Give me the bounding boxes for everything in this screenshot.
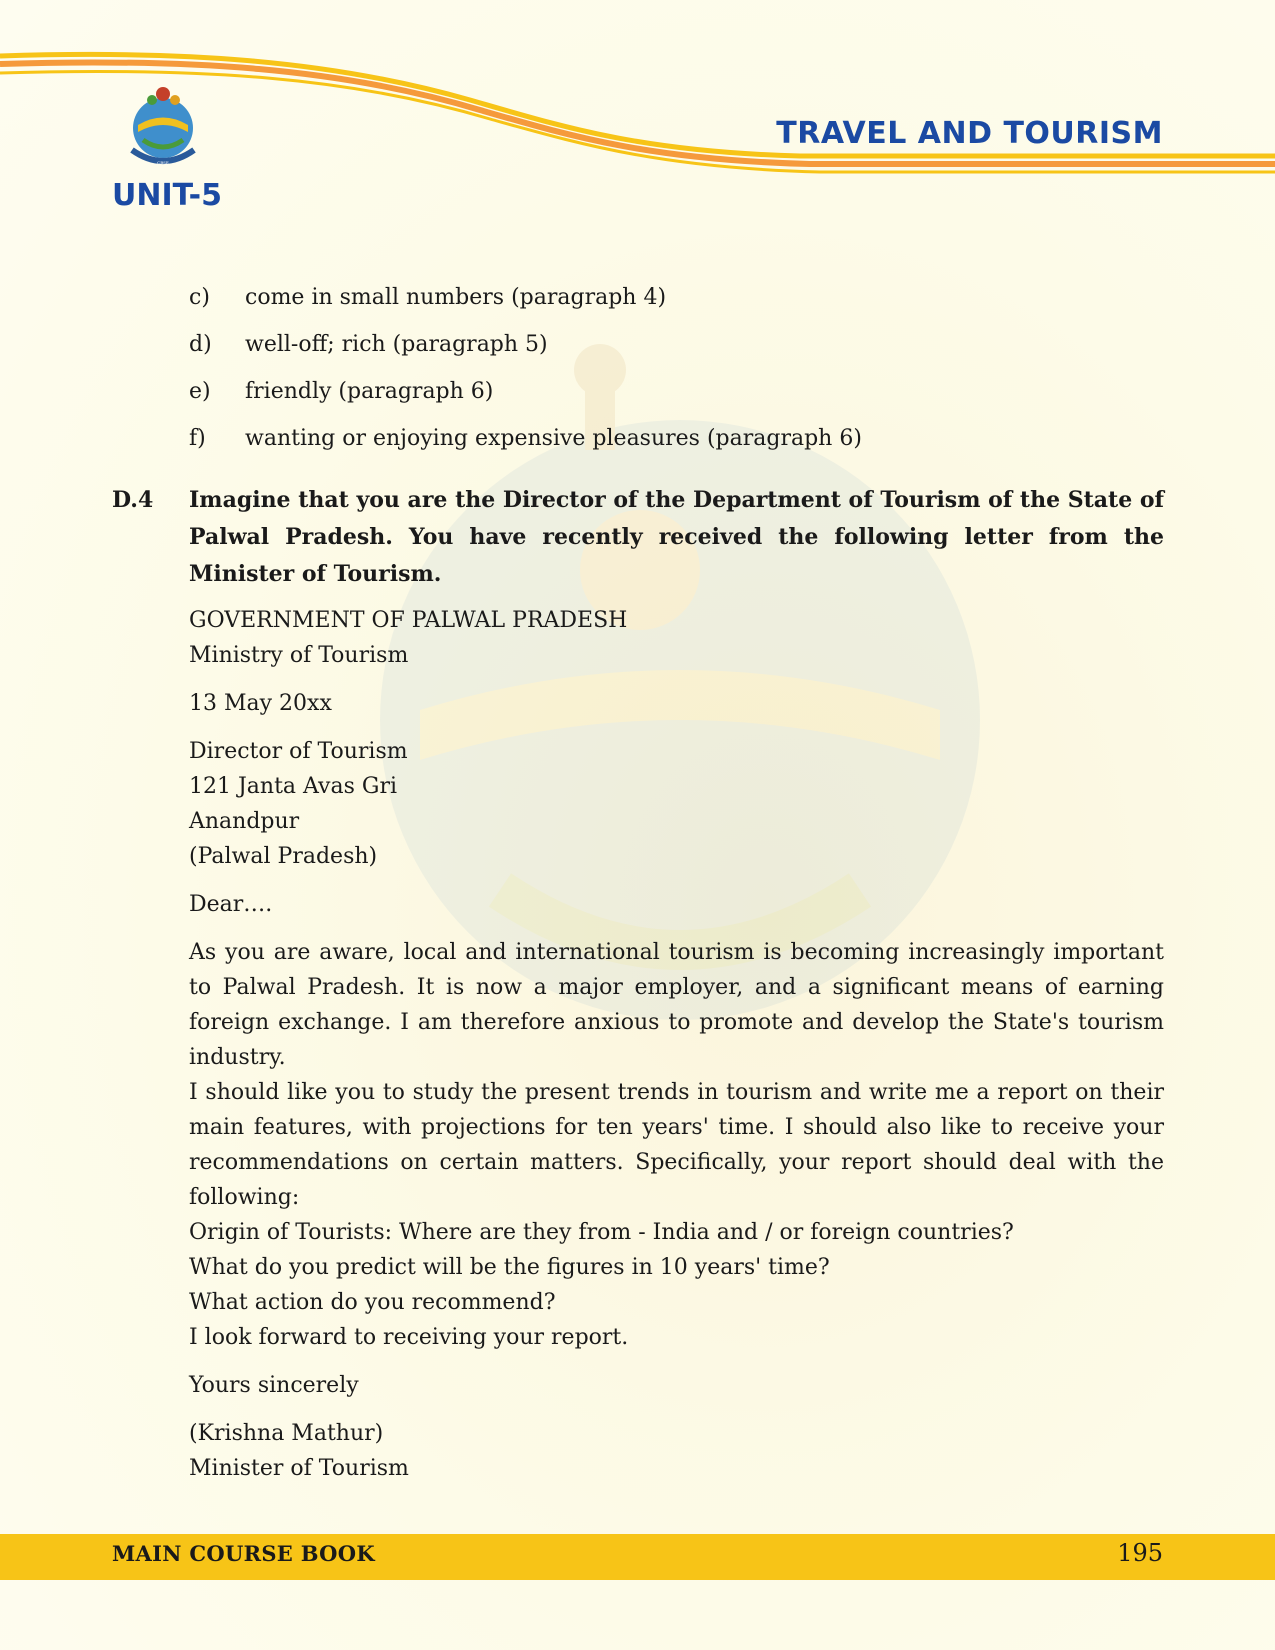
vocabulary-sub-list bbox=[189, 280, 1164, 468]
letter-line: I look forward to receiving your report. bbox=[189, 1325, 629, 1350]
letter-paragraph: As you are aware, local and international tourism is becoming increasingly important to Palwal Pradesh. It is now a major employer, and a significant means of earning foreign exchange. I am therefore anxious to promote and develop the State's tourism industry. bbox=[189, 940, 1164, 1070]
list-item-text: friendly (paragraph 6) bbox=[245, 379, 494, 404]
question-body bbox=[189, 482, 1164, 1486]
list-item bbox=[189, 421, 1164, 468]
list-item-letter: d) bbox=[189, 332, 212, 357]
sender-line: Ministry of Tourism bbox=[189, 643, 409, 668]
letter-paragraph: I should like you to study the present trends in tourism and write me a report on their main features, with projections for ten years' time. I should also like to receive your recommendations on certain matters. Specifically, your report should deal with the following: bbox=[189, 1080, 1164, 1210]
letter-closing: Yours sincerely bbox=[189, 1373, 359, 1398]
question-text: Imagine that you are the Director of the Department of Tourism of the State of Palwal Pradesh. You have recently received the following letter from the Minister of Tourism. bbox=[189, 487, 1165, 587]
page-content bbox=[112, 280, 1164, 1499]
svg-text:CBSE: CBSE bbox=[157, 160, 169, 165]
cbse-logo-icon bbox=[118, 80, 208, 180]
letter-signature bbox=[189, 1416, 1164, 1486]
recipient-line: Anandpur bbox=[189, 809, 300, 834]
letter-date: 13 May 20xx bbox=[189, 691, 332, 716]
list-item bbox=[189, 280, 1164, 327]
question-number: D.4 bbox=[112, 487, 154, 513]
list-item-letter: c) bbox=[189, 285, 210, 310]
letter-closing-block bbox=[189, 1368, 1164, 1403]
list-item-letter: f) bbox=[189, 426, 206, 451]
chapter-title: TRAVEL AND TOURISM bbox=[776, 116, 1163, 151]
list-item bbox=[189, 327, 1164, 374]
signatory-title: Minister of Tourism bbox=[189, 1456, 409, 1481]
letter-sender bbox=[189, 603, 1164, 673]
letter-recipient bbox=[189, 734, 1164, 874]
letter-date-block bbox=[189, 686, 1164, 721]
list-item-text: wanting or enjoying expensive pleasures (paragraph 6) bbox=[245, 426, 862, 451]
page-number: 195 bbox=[1117, 1539, 1163, 1567]
recipient-line: (Palwal Pradesh) bbox=[189, 844, 378, 869]
minister-letter bbox=[189, 603, 1164, 1486]
unit-label: UNIT-5 bbox=[112, 178, 223, 213]
list-item-text: come in small numbers (paragraph 4) bbox=[245, 285, 667, 310]
recipient-line: 121 Janta Avas Gri bbox=[189, 774, 397, 799]
list-item-letter: e) bbox=[189, 379, 211, 404]
letter-salutation-block bbox=[189, 887, 1164, 922]
question-d4 bbox=[112, 482, 1164, 1486]
list-item bbox=[189, 374, 1164, 421]
signatory-name: (Krishna Mathur) bbox=[189, 1421, 384, 1446]
list-item-text: well-off; rich (paragraph 5) bbox=[245, 332, 548, 357]
sender-line: GOVERNMENT OF PALWAL PRADESH bbox=[189, 608, 628, 633]
letter-line: What do you predict will be the figures in 10 years' time? bbox=[189, 1255, 830, 1280]
footer-book-title: MAIN COURSE BOOK bbox=[112, 1541, 375, 1566]
recipient-line: Director of Tourism bbox=[189, 739, 408, 764]
letter-line: Origin of Tourists: Where are they from - India and / or foreign countries? bbox=[189, 1220, 1014, 1245]
letter-body bbox=[189, 935, 1164, 1355]
letter-salutation: Dear…. bbox=[189, 892, 273, 917]
letter-line: What action do you recommend? bbox=[189, 1290, 556, 1315]
